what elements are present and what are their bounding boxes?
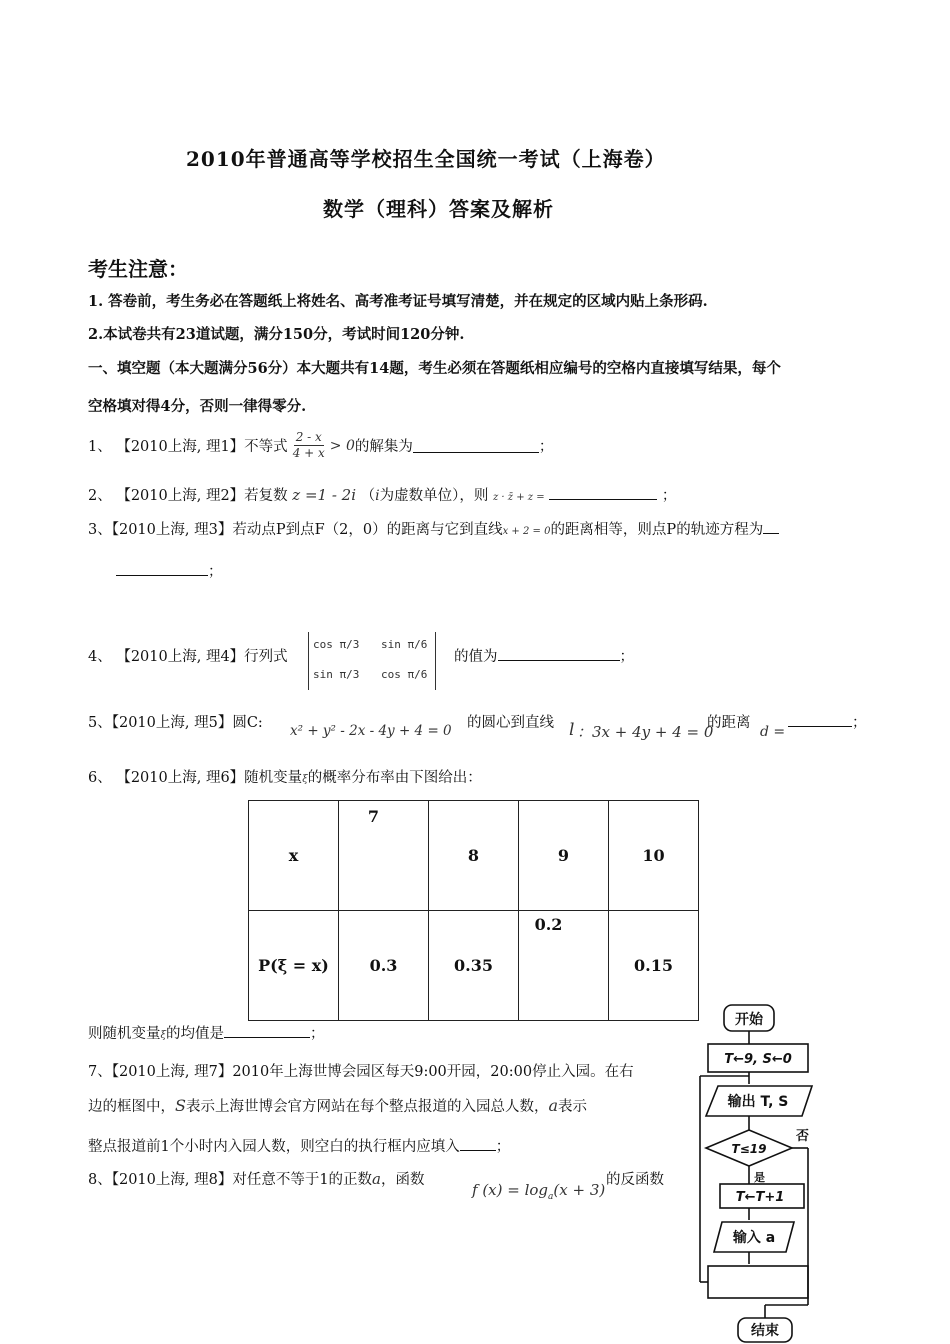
table-cell: [519, 801, 609, 911]
flowchart: [690, 1000, 818, 1344]
p-value-3: 0.2: [534, 915, 563, 934]
q1-fraction: [291, 430, 327, 461]
flow-no-label: 否: [796, 1129, 810, 1144]
table-cell: [339, 911, 429, 1021]
p-value-1: 0.3: [369, 956, 398, 975]
q8-prefix: 8、【2010上海, 理8】对任意不等于1的正数: [88, 1172, 373, 1188]
flow-end-label: 结束: [751, 1323, 779, 1339]
q6-after-text: 则随机变量: [88, 1026, 161, 1042]
table-cell: [519, 911, 609, 1021]
q3-line1b: 的距离相等，则点P的轨迹方程为: [550, 522, 764, 538]
q7-answer-blank: [460, 1136, 496, 1151]
table-cell: [429, 801, 519, 911]
q4-answer-blank: [498, 646, 620, 661]
q6-after-text2: 的均值是: [166, 1026, 225, 1042]
q3-expr: x + 2 = 0: [502, 526, 551, 537]
q5-tail: [788, 711, 867, 732]
q6-answer-blank: [224, 1023, 310, 1038]
x-value-9: 9: [557, 846, 570, 865]
q8-func2: (x + 3): [553, 1181, 606, 1199]
q5-mid: 的圆心到直线: [467, 715, 554, 731]
question-6: [88, 766, 482, 787]
q2-i: i: [375, 488, 380, 504]
q5-prefix: 5、【2010上海, 理5】圆C:: [88, 715, 263, 731]
q4-a21: sin π/3: [313, 668, 360, 681]
q4-prefix: 4、 【2010上海, 理4】行列式: [88, 649, 288, 665]
q3-line1: 3、【2010上海, 理3】若动点P到点F（2，0）的距离与它到直线: [88, 522, 503, 538]
notice-item-1: 1. 答卷前，考生务必在答题纸上将姓名、高考准考证号填写清楚，并在规定的区域内贴上条形码.: [88, 293, 708, 310]
probability-table: [248, 800, 699, 1021]
p-value-4: 0.15: [634, 956, 673, 975]
q8-function: [472, 1181, 605, 1202]
flow-yes-label: 是: [754, 1171, 765, 1184]
q8-sub: a: [548, 1192, 554, 1202]
x-value-10: 10: [642, 846, 665, 865]
q6-text2: 的概率分布率由下图给出：: [307, 770, 482, 786]
q7-a: a: [548, 1096, 559, 1115]
q1-denominator: 4 + x: [292, 446, 325, 460]
q7-end: ；: [495, 1139, 511, 1155]
q6-after: [88, 1022, 325, 1043]
q2-expr2: z · z̄ + z =: [492, 492, 545, 503]
q6-text: 6、 【2010上海, 理6】随机变量: [88, 770, 303, 786]
q7-line1: 7、【2010上海, 理7】2010年上海世博会园区每天9:00开园，20:00停止入园。在右: [88, 1064, 634, 1080]
q4-a11: cos π/3: [313, 638, 360, 651]
x-label: x: [288, 846, 299, 865]
q8-func: f (x) = log: [472, 1181, 549, 1199]
q1-answer-blank: [413, 438, 539, 453]
q1-suffix: 的解集为: [354, 439, 413, 455]
q5-circle: x² + y² - 2x - 4y + 4 = 0: [290, 723, 452, 739]
q4-suffix: 的值为: [454, 649, 498, 665]
q7-line3-text: 整点报道前1个小时内入园人数，则空白的执行框内应填入: [88, 1139, 460, 1155]
q2-answer-blank: [549, 485, 657, 500]
q5-end: ；: [852, 715, 867, 731]
q3-blank-start: [763, 519, 779, 534]
table-cell: [609, 801, 699, 911]
q4-a22: cos π/6: [381, 668, 428, 681]
q5-answer-blank: [788, 712, 852, 727]
x-value-7: 7: [367, 807, 380, 826]
q5-l: l: [569, 720, 575, 740]
p-value-2: 0.35: [454, 956, 493, 975]
q6-end: ；: [310, 1026, 325, 1042]
q1-numerator: 2 - x: [295, 430, 322, 444]
q5-line: ：3x + 4y + 4 = 0: [577, 723, 714, 741]
notice-heading: 考生注意：: [88, 257, 188, 281]
table-cell: [609, 911, 699, 1021]
q5-suffix: 的距离: [707, 715, 751, 731]
table-header-cell: [249, 911, 339, 1021]
q7-S: S: [175, 1096, 186, 1115]
exam-subtitle: 数学（理科）答案及解析: [323, 197, 554, 221]
question-2: [88, 484, 676, 505]
q1-relation: > 0: [329, 437, 355, 454]
flow-blank-process: [708, 1266, 808, 1298]
section-instructions-line1: 一、填空题（本大题满分56分）本大题共有14题，考生必须在答题纸相应编号的空格内直接填写结果，每个: [88, 360, 781, 377]
q3-end: ；: [208, 564, 223, 580]
table-row: [249, 911, 699, 1021]
q8-a: a: [372, 1170, 381, 1188]
flow-start-label: 开始: [735, 1012, 763, 1028]
p-label: P(ξ = x): [258, 956, 329, 975]
flow-init-label: T←9, S←0: [724, 1052, 792, 1067]
q1-end: ；: [538, 439, 554, 455]
q7-line2c: 表示: [558, 1099, 588, 1115]
q2-mid2: 为虚数单位），则: [379, 488, 489, 504]
q2-mid: （: [360, 488, 376, 504]
question-3-cont: [116, 560, 223, 581]
question-8: [88, 1168, 425, 1189]
flow-output-label: 输出 T, S: [727, 1094, 789, 1110]
notice-item-2: 2.本试卷共有23道试题，满分150分，考试时间120分钟.: [88, 326, 465, 343]
q1-prefix: 1、 【2010上海, 理1】不等式: [88, 439, 288, 455]
q2-end: ；: [661, 488, 677, 504]
q4-determinant: [308, 632, 436, 690]
q6-xi: ξ: [302, 774, 308, 785]
q3-answer-blank: [116, 561, 208, 576]
table-cell: [339, 801, 429, 911]
table-row: [249, 801, 699, 911]
q7-line3: [88, 1135, 510, 1156]
q7-line2: [88, 1095, 587, 1116]
q2-expr1: z =1 - 2i: [292, 486, 357, 504]
section-instructions-line2: 空格填对得4分，否则一律得零分.: [88, 398, 307, 415]
q4-tail: [454, 645, 634, 666]
q4-end: ；: [619, 649, 634, 665]
x-value-8: 8: [467, 846, 480, 865]
question-3: [88, 518, 779, 539]
q8-suffix: 的反函数: [606, 1172, 664, 1188]
flow-condition-label: T≤19: [731, 1142, 767, 1156]
q7-line2a: 边的框图中，: [88, 1099, 175, 1115]
q7-line2b: 表示上海世博会官方网站在每个整点报道的入园总人数，: [185, 1099, 549, 1115]
flow-input-label: 输入 a: [732, 1230, 776, 1246]
exam-title: 2010年普通高等学校招生全国统一考试（上海卷）: [186, 147, 666, 171]
q4-a12: sin π/6: [381, 638, 428, 651]
q8-mid: ，函数: [381, 1172, 425, 1188]
q2-prefix: 2、 【2010上海, 理2】若复数: [88, 488, 288, 504]
question-1: [88, 430, 553, 461]
flow-increment-label: T←T+1: [735, 1190, 785, 1205]
q6-xi-2: ξ: [160, 1030, 167, 1041]
q5-d: d =: [760, 724, 786, 740]
